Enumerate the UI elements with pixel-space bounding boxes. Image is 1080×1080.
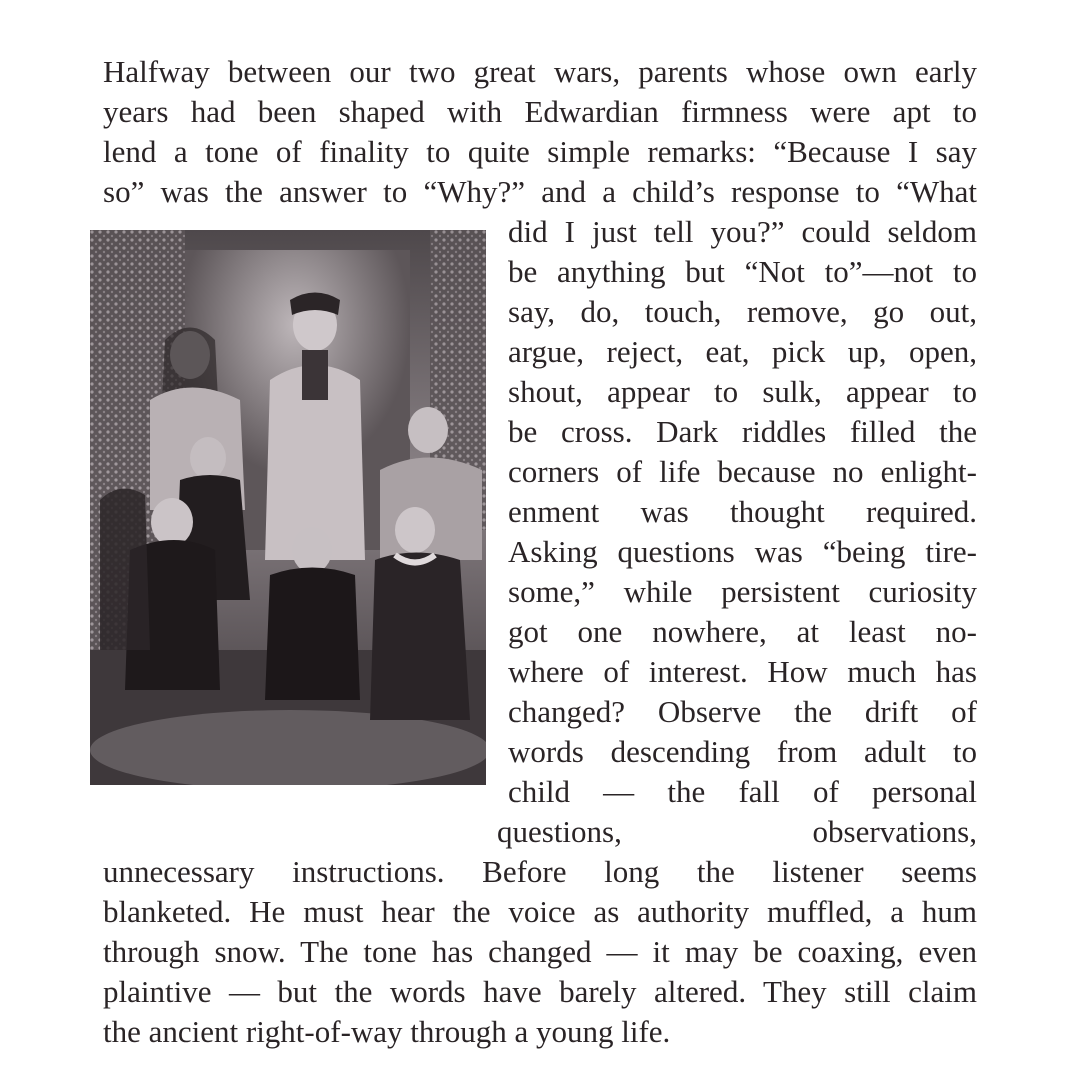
text-line-last: the ancient right-of-way through a young life. (103, 1014, 671, 1049)
text-line: plaintive — but the words have barely altered. They still claim (103, 974, 977, 1009)
text-line: shout, appear to sulk, appear to (508, 374, 977, 409)
text-line: enment was thought required. (508, 494, 977, 529)
text-line: be cross. Dark riddles filled the (508, 414, 977, 449)
text-line: through snow. The tone has changed — it may be coaxing, even (103, 934, 977, 969)
text-line: years had been shaped with Edwardian firmness were apt to (103, 94, 977, 129)
text-line: unnecessary instructions. Before long the listener seems (103, 854, 977, 889)
text-line: child — the fall of personal (508, 774, 977, 809)
text-line: lend a tone of finality to quite simple remarks: “Because I say (103, 134, 977, 169)
text-line: say, do, touch, remove, go out, (508, 294, 977, 329)
text-line: corners of life because no enlight- (508, 454, 977, 489)
text-line: words descending from adult to (508, 734, 977, 769)
text-line: be anything but “Not to”—not to (508, 254, 977, 289)
text-line: questions, observations, (497, 814, 977, 849)
text-line: blanketed. He must hear the voice as authority muffled, a hum (103, 894, 977, 929)
text-line: some,” while persistent curiosity (508, 574, 977, 609)
text-line: so” was the answer to “Why?” and a child’s response to “What (103, 174, 977, 209)
text-line: argue, reject, eat, pick up, open, (508, 334, 977, 369)
text-line: did I just tell you?” could seldom (508, 214, 977, 249)
text-line: Halfway between our two great wars, parents whose own early (103, 54, 977, 89)
text-line: got one nowhere, at least no- (508, 614, 977, 649)
family-photograph (90, 230, 486, 785)
text-line: Asking questions was “being tire- (508, 534, 977, 569)
text-line: changed? Observe the drift of (508, 694, 977, 729)
text-line: where of interest. How much has (508, 654, 977, 689)
